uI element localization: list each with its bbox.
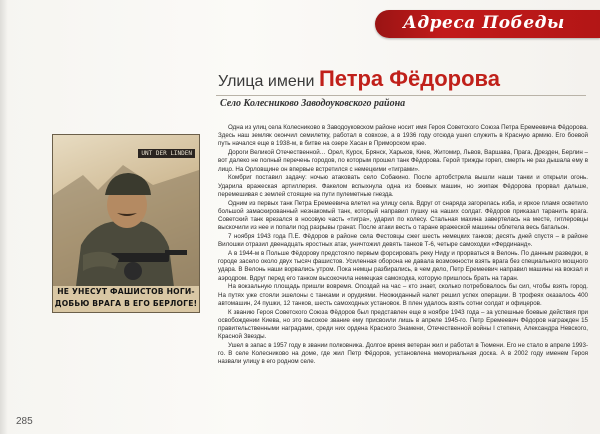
poster-street-sign: UNT DER LINDEN (138, 149, 195, 158)
page-subtitle: Село Колесниково Заводоуковского района (220, 98, 406, 109)
paragraph: Комбриг поставил задачу: ночью атаковать село Собакино. После артобстрела вышли наши танки и открыли огонь. Ударила вражеская артиллерия. Факелом вспыхнула одна из боевых машин, но экипаж Фёдорова прорвал дальше, перемешивая с землей стоящие на пути пулеметные гнезда. (218, 174, 588, 198)
paragraph: 7 ноября 1943 года П.Е. Фёдоров в районе села Фестовцы сжег шесть немецких танков; десять дней спустя – в районе Вилошки отразил двенадцать яростных атак, уничтожил девять танков Т-6, четыре самоходки «Фердинанд». (218, 233, 588, 249)
article-body (218, 124, 588, 367)
title-divider (216, 95, 586, 96)
paragraph: Одним из первых танк Петра Еремеевича влетел на улицу села. Вдруг от снаряда загорелась изба, и яркое пламя осветило большой замаскированный незнакомый танк, который направил пушку на наших солдат. Фёдоров приказал таранить врага. Советский танк врезался в носовую часть «тигра», ударил по колесу. Стальная махина завертелась на месте, гитлеровцы выскочили из нее и попали под разрывы гранат. После атаки весть о таране вражеской машины облетела весь батальон. (218, 199, 588, 232)
poster-caption-line-2: ДОБЬЮ ВРАГА В ЕГО БЕРЛОГЕ! (54, 299, 198, 308)
poster-caption-line-1: НЕ УНЕСУТ ФАШИСТОВ НОГИ- (57, 287, 195, 296)
section-banner (375, 10, 600, 38)
paragraph: Ушел в запас в 1957 году в звании полковника. Долгое время ветеран жил и работал в Тюмени. Его не стало в апреле 1993-го. В селе Колесниково на доме, где жил Петр Фёдоров, установлена мемориальная доска. А в 2002 году именем Героя назвали улицу в его родном селе. (218, 342, 588, 366)
page-number: 285 (16, 416, 33, 427)
paragraph: Дороги Великой Отечественной… Орел, Курск, Брянск, Харьков, Киев, Житомир, Львов, Варшава, Прага, Дрезден, Берлин – вот далеко не полный перечень городов, по которым прошел танк Фёдорова. Герой трижды горел, смерть не раз дышала ему в лицо. На Орловщине он впервые встретился с немецкими «тиграми». (218, 149, 588, 173)
soldier-illustration (53, 135, 199, 311)
page-spine-shadow (0, 0, 8, 434)
poster-caption (52, 286, 200, 313)
paragraph: Одна из улиц села Колесниково в Заводоуковском районе носит имя Героя Советского Союза Петра Еремеевича Фёдорова. Здесь наш земляк окончил семилетку, работал в совхозе, а в 1936 году отсюда ушел служить в Красную армию. Его боевой путь начался еще в 1938-м, в битве на озере Хасан в Приморском крае. (218, 124, 588, 148)
title-name: Петра Фёдорова (318, 66, 501, 91)
banner-title: Адреса Победы (403, 13, 565, 33)
paragraph: На вокзальную площадь пришли вовремя. Опоздай на час – кто знает, сколько потребовалось бы сил, чтобы взять город. На путях уже стояли эшелоны с танками и орудиями. Неожиданный налет решил успех операции. В трофеях оказалось 400 автомашин, 24 пушки, 12 танков, шесть самоходных установок. В плен удалось взять сотни солдат и офицеров. (218, 283, 588, 307)
paragraph: К званию Героя Советского Союза Фёдоров был представлен еще в ноябре 1943 года – за успешные боевые действия при освобождении Киева, но это высокое звание ему присвоили лишь в апреле 1945-го. Петр Еремеевич Фёдоров награжден 15 правительственными наградами, среди них ордена Красного Знамени, Отечественной войны I степени, Александра Невского, Красной Звезды. (218, 308, 588, 341)
title-prefix: Улица имени (218, 73, 319, 90)
paragraph: А в 1944-м в Польше Фёдорову предстояло первым форсировать реку Ниду и прорваться в Велонь. По данным разведки, в городе засело около двух тысяч фашистов. Усиленная оборона не давала возможности взять врага без специального мощного удара. В Велонь наши ворвались утром. Пока немцы разбирались, в чем дело, Петр Еремеевич направил машины на вокзал и аэродром. Вдруг перед его танком высокочила немецкая самоходка, которую пришлось брать на таран. (218, 250, 588, 282)
page-title (218, 66, 500, 92)
